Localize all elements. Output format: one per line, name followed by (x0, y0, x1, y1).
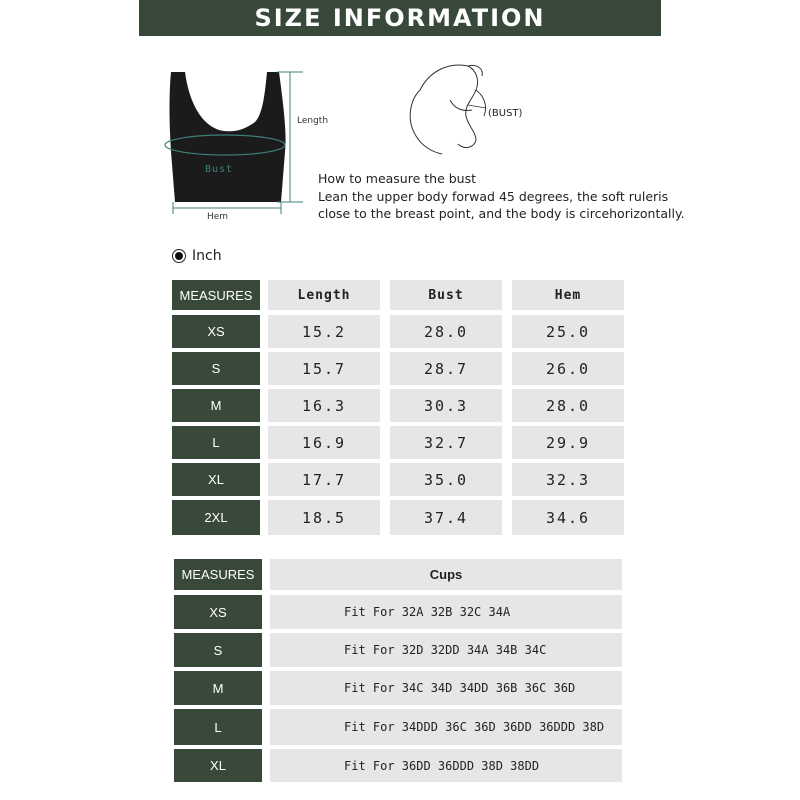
measure-instructions (318, 170, 685, 223)
bust-2xl: 37.4 (390, 500, 502, 535)
hem-m: 28.0 (512, 389, 624, 422)
size-row-2xl: 2XL (172, 500, 260, 535)
hem-label: Hem (207, 212, 229, 222)
length-2xl: 18.5 (268, 500, 380, 535)
cup-fit-l: Fit For 34DDD 36C 36D 36DD 36DDD 38D (270, 709, 622, 745)
instructions-line-1: Lean the upper body forwad 45 degrees, the soft ruleris (318, 188, 669, 204)
bust-s: 28.7 (390, 352, 502, 385)
cup-fit-m: Fit For 34C 34D 34DD 36B 36C 36D (270, 671, 622, 705)
radio-selected-icon[interactable] (172, 249, 186, 263)
size-header-bust: Bust (390, 280, 502, 310)
instructions-line-2: close to the breast point, and the body is circehorizontally. (318, 206, 685, 221)
hem-xl: 32.3 (512, 463, 624, 496)
length-xl: 17.7 (268, 463, 380, 496)
size-row-xl: XL (172, 463, 260, 496)
unit-selector[interactable] (172, 248, 222, 264)
length-xs: 15.2 (268, 315, 380, 348)
cup-header-cups: Cups (270, 559, 622, 590)
bust-xs: 28.0 (390, 315, 502, 348)
size-row-s: S (172, 352, 260, 385)
bust-label: Bust (205, 164, 234, 175)
bust-xl: 35.0 (390, 463, 502, 496)
cup-fit-s: Fit For 32D 32DD 34A 34B 34C (270, 633, 622, 667)
cup-row-l: L (174, 709, 262, 745)
page-title: SIZE INFORMATION (139, 0, 661, 36)
cup-row-xs: XS (174, 595, 262, 629)
instructions-heading: How to measure the bust (318, 171, 477, 186)
length-label: Length (297, 116, 329, 126)
cup-row-s: S (174, 633, 262, 667)
size-header-length: Length (268, 280, 380, 310)
size-row-m: M (172, 389, 260, 422)
body-sketch (380, 60, 540, 160)
bust-marker-label: (BUST) (488, 108, 523, 119)
length-l: 16.9 (268, 426, 380, 459)
bra-diagram (155, 62, 335, 232)
cup-row-xl: XL (174, 749, 262, 782)
cup-fit-xs: Fit For 32A 32B 32C 34A (270, 595, 622, 629)
size-header-measures: MEASURES (172, 280, 260, 310)
hem-l: 29.9 (512, 426, 624, 459)
bust-m: 30.3 (390, 389, 502, 422)
cup-row-m: M (174, 671, 262, 705)
length-s: 15.7 (268, 352, 380, 385)
size-row-xs: XS (172, 315, 260, 348)
hem-s: 26.0 (512, 352, 624, 385)
cup-header-measures: MEASURES (174, 559, 262, 590)
cup-fit-xl: Fit For 36DD 36DDD 38D 38DD (270, 749, 622, 782)
size-header-hem: Hem (512, 280, 624, 310)
unit-label: Inch (192, 248, 222, 264)
hem-xs: 25.0 (512, 315, 624, 348)
hem-2xl: 34.6 (512, 500, 624, 535)
length-m: 16.3 (268, 389, 380, 422)
size-row-l: L (172, 426, 260, 459)
bust-l: 32.7 (390, 426, 502, 459)
body-outline (410, 65, 485, 154)
